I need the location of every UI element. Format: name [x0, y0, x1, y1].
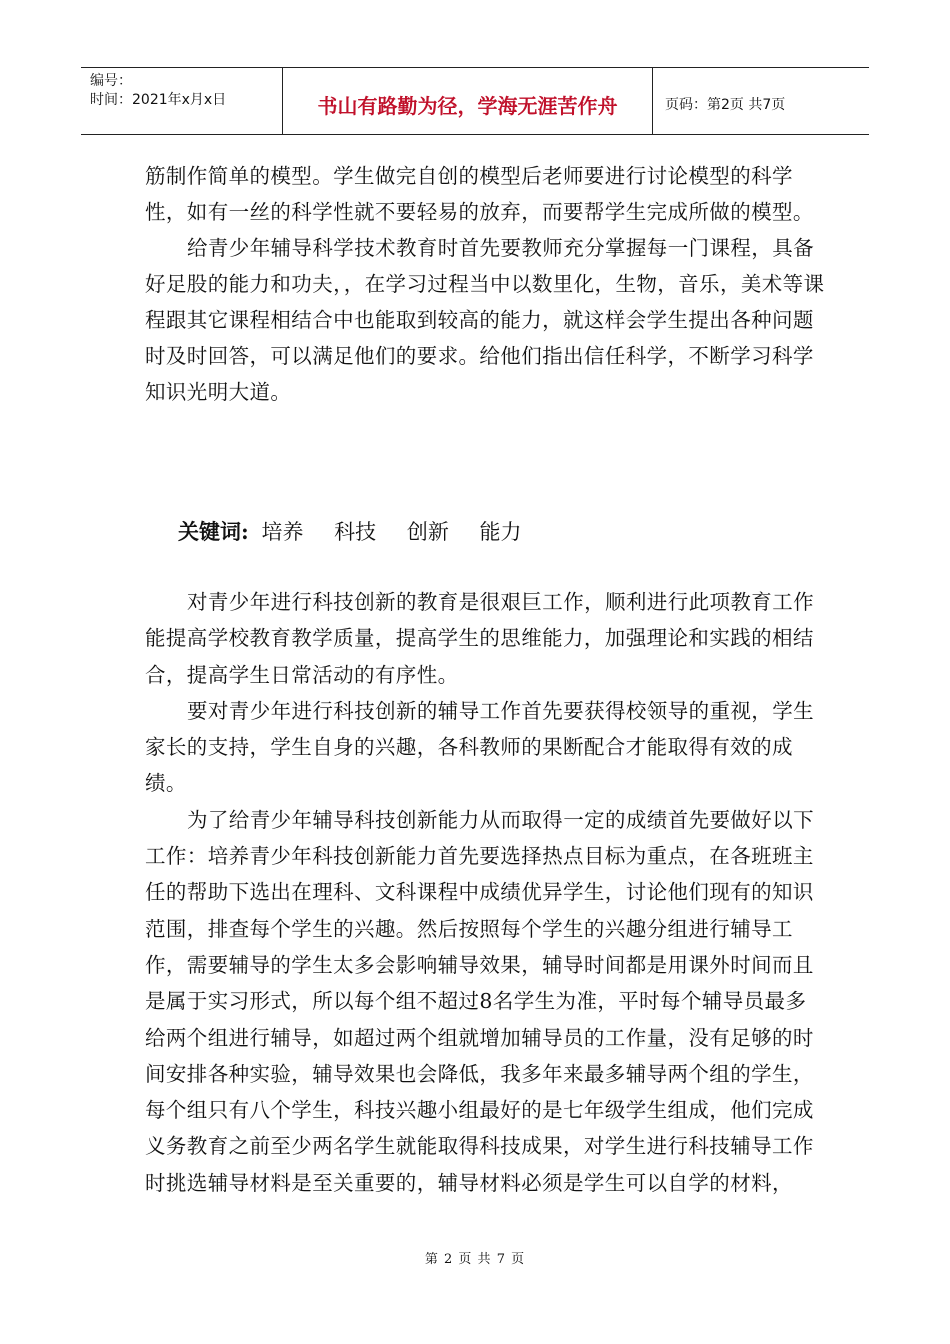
keyword: 创新 [406, 520, 449, 544]
paragraph: 要对青少年进行科技创新的辅导工作首先要获得校领导的重视，学生家长的支持，学生自身的兴趣，各科教师的果断配合才能取得有效的成绩。 [145, 698, 814, 796]
paragraph: 对青少年进行科技创新的教育是很艰巨工作，顺利进行此项教育工作能提高学校教育教学质量，提高学生的思维能力，加强理论和实践的相结合，提高学生日常活动的有序性。 [145, 590, 814, 687]
body-section-1 [145, 158, 825, 410]
keyword: 能力 [479, 520, 522, 544]
paragraph: 为了给青少年辅导科技创新能力从而取得一定的成绩首先要做好以下工作：培养青少年科技创新能力首先要选择热点目标为重点，在各班班主任的帮助下选出在理科、文科课程中成绩优异学生，讨论他们现有的知识范围，排查每个学生的兴趣。然后按照每个学生的兴趣分组进行辅导工作，需要辅导的学生太多会影响辅导效果，辅导时间都是用课外时间而且是属于实习形式，所以每个组不超过8名学生为准，平时每个辅导员最多给两个组进行辅导，如超过两个组就增加辅导员的工作量，没有足够的时间安排各种实验，辅导效果也会降低，我多年来最多辅导两个组的学生，每个组只有八个学生，科技兴趣小组最好的是七年级学生组成，他们完成义务教育之前至少两名学生就能取得科技成果，对学生进行科技辅导工作时挑选辅导材料是至关重要的，辅导材料必须是学生可以自学的材料， [145, 807, 814, 1195]
keywords-label: 关键词: [178, 519, 249, 544]
document-number-label: 编号： [90, 73, 132, 89]
document-date: 时间：2021年x月x日 [90, 92, 227, 108]
keyword: 培养 [261, 520, 304, 544]
keyword: 科技 [334, 520, 377, 544]
keywords-line [178, 514, 540, 550]
page-header [81, 67, 869, 135]
header-meta [81, 68, 283, 134]
header-motto: 书山有路勤为径，学海无涯苦作舟 [283, 68, 653, 134]
paragraph: 给青少年辅导科学技术教育时首先要教师充分掌握每一门课程，具备好足股的能力和功夫，，在学习过程当中以数里化，生物，音乐，美术等课程跟其它课程相结合中也能取到较高的能力，就这样会学生提出各种问题时及时回答，可以满足他们的要求。给他们指出信任科学，不断学习科学知识光明大道。 [145, 236, 825, 404]
header-page-info: 页码：第2页 共7页 [665, 97, 786, 113]
paragraph-continued: 筋制作简单的模型。学生做完自创的模型后老师要进行讨论模型的科学性，如有一丝的科学性就不要轻易的放弃，而要帮学生完成所做的模型。 [145, 164, 814, 224]
page-footer: 第 2 页 共 7 页 [424, 1252, 526, 1267]
body-section-2 [145, 584, 825, 1201]
